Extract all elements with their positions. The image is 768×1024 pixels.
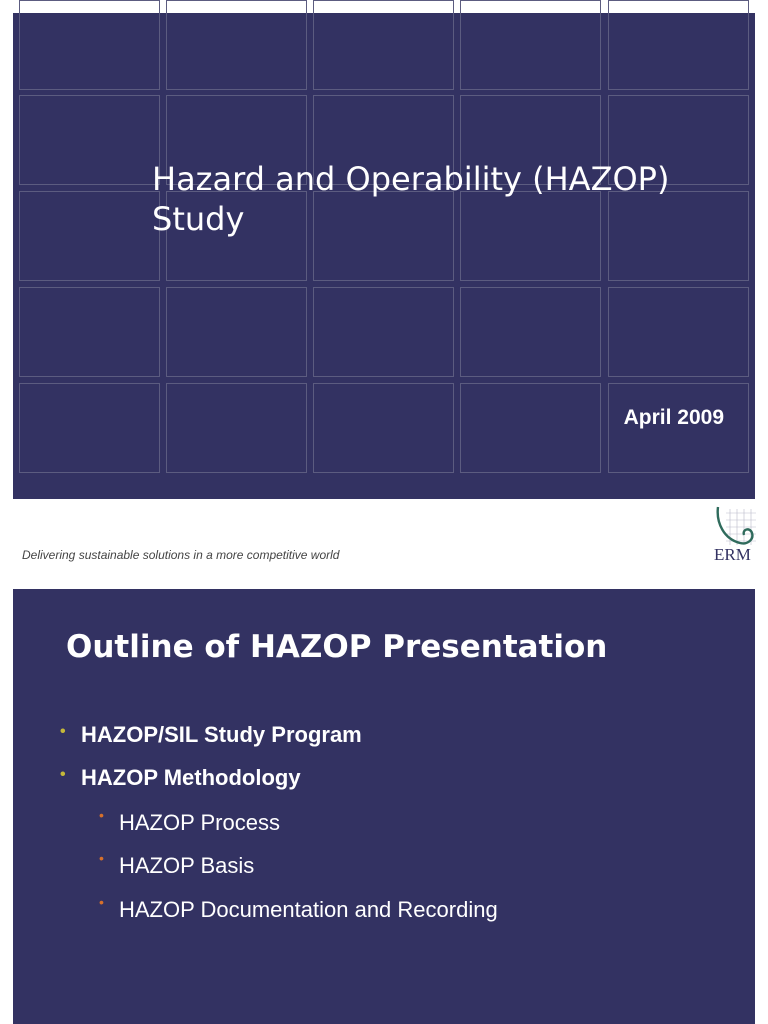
decorative-tile [166, 13, 307, 90]
outline-item: • HAZOP Methodology [60, 765, 301, 790]
decorative-tile-tab [460, 0, 601, 13]
decorative-tile-tab [313, 0, 454, 13]
outline-item: • HAZOP/SIL Study Program [60, 722, 362, 747]
decorative-tile [19, 95, 160, 185]
outline-subitem: • HAZOP Documentation and Recording [99, 894, 498, 922]
title-slide [13, 13, 755, 499]
slide-date: April 2009 [623, 406, 724, 429]
outline-subitem: • HAZOP Process [99, 807, 280, 835]
decorative-tile [608, 287, 749, 377]
decorative-tile [460, 13, 601, 90]
bullet-dot-icon: • [99, 850, 104, 866]
decorative-tile [608, 13, 749, 90]
decorative-tile [313, 383, 454, 473]
outline-title: Outline of HAZOP Presentation [66, 629, 608, 665]
bullet-dot-icon: • [99, 807, 104, 823]
erm-logo-text: ERM [714, 545, 751, 564]
decorative-tile [19, 191, 160, 281]
decorative-tile-tab [166, 0, 307, 13]
bullet-dot-icon: • [99, 894, 104, 910]
slide-title: Hazard and Operability (HAZOP) Study [152, 160, 670, 238]
decorative-tile-tab [608, 0, 749, 13]
decorative-tile [19, 13, 160, 90]
footer-tagline: Delivering sustainable solutions in a more competitive world [22, 548, 340, 562]
decorative-tile [166, 383, 307, 473]
decorative-tile [460, 287, 601, 377]
decorative-tile [313, 13, 454, 90]
erm-logo-icon [712, 505, 758, 547]
decorative-tile-tab [19, 0, 160, 13]
bullet-dot-icon: • [60, 766, 66, 783]
outline-list [13, 589, 755, 1024]
decorative-tile [313, 287, 454, 377]
decorative-tile [19, 383, 160, 473]
decorative-tile [460, 383, 601, 473]
outline-subitem: • HAZOP Basis [99, 850, 255, 878]
decorative-tile [166, 287, 307, 377]
decorative-tile [19, 287, 160, 377]
bullet-dot-icon: • [60, 723, 66, 740]
outline-slide [13, 589, 755, 1024]
